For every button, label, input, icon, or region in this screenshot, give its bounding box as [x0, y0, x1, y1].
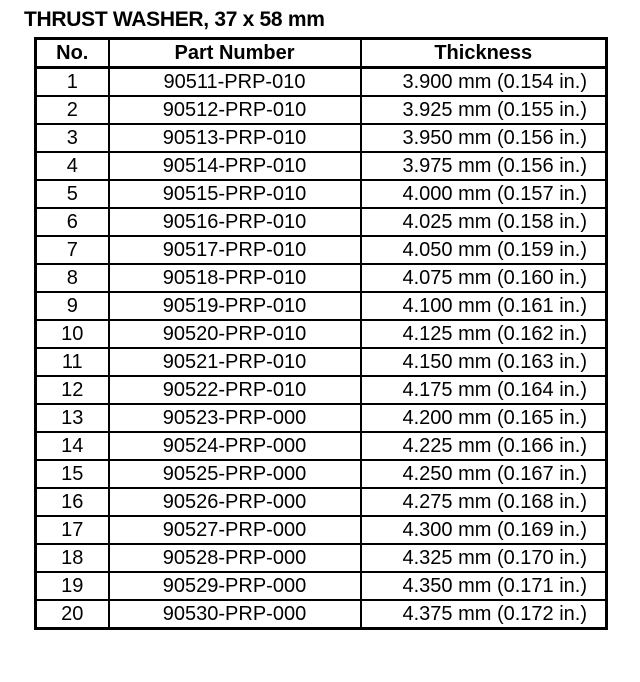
column-header-no: No. — [36, 39, 109, 68]
table-row — [36, 152, 607, 180]
thickness: 4.150 mm (0.163 in.) — [361, 348, 607, 376]
part-number: 90518-PRP-010 — [109, 264, 361, 292]
table-row — [36, 404, 607, 432]
row-number: 17 — [36, 516, 109, 544]
table-title: THRUST WASHER, 37 x 58 mm — [24, 8, 325, 31]
thickness: 4.300 mm (0.169 in.) — [361, 516, 607, 544]
row-number: 20 — [36, 600, 109, 629]
row-number: 1 — [36, 68, 109, 97]
table-row — [36, 180, 607, 208]
part-number: 90519-PRP-010 — [109, 292, 361, 320]
table-row — [36, 488, 607, 516]
table-row — [36, 236, 607, 264]
part-number: 90528-PRP-000 — [109, 544, 361, 572]
row-number: 6 — [36, 208, 109, 236]
row-number: 18 — [36, 544, 109, 572]
column-header-part-number: Part Number — [109, 39, 361, 68]
part-number: 90530-PRP-000 — [109, 600, 361, 629]
table-row — [36, 68, 607, 97]
part-number: 90521-PRP-010 — [109, 348, 361, 376]
row-number: 9 — [36, 292, 109, 320]
thickness: 4.275 mm (0.168 in.) — [361, 488, 607, 516]
thickness: 4.250 mm (0.167 in.) — [361, 460, 607, 488]
thickness: 3.975 mm (0.156 in.) — [361, 152, 607, 180]
thickness: 4.175 mm (0.164 in.) — [361, 376, 607, 404]
table-row — [36, 600, 607, 629]
part-number: 90520-PRP-010 — [109, 320, 361, 348]
table-row — [36, 320, 607, 348]
table-row — [36, 208, 607, 236]
row-number: 11 — [36, 348, 109, 376]
part-number: 90527-PRP-000 — [109, 516, 361, 544]
thrust-washer-table — [34, 37, 608, 630]
thickness: 4.050 mm (0.159 in.) — [361, 236, 607, 264]
row-number: 4 — [36, 152, 109, 180]
row-number: 10 — [36, 320, 109, 348]
table-row — [36, 124, 607, 152]
thickness: 4.025 mm (0.158 in.) — [361, 208, 607, 236]
part-number: 90523-PRP-000 — [109, 404, 361, 432]
part-number: 90511-PRP-010 — [109, 68, 361, 97]
part-number: 90525-PRP-000 — [109, 460, 361, 488]
table-row — [36, 292, 607, 320]
part-number: 90526-PRP-000 — [109, 488, 361, 516]
thickness: 3.925 mm (0.155 in.) — [361, 96, 607, 124]
table-row — [36, 376, 607, 404]
part-number: 90522-PRP-010 — [109, 376, 361, 404]
thickness: 4.200 mm (0.165 in.) — [361, 404, 607, 432]
part-number: 90515-PRP-010 — [109, 180, 361, 208]
table-row — [36, 544, 607, 572]
row-number: 19 — [36, 572, 109, 600]
part-number: 90512-PRP-010 — [109, 96, 361, 124]
thickness: 4.350 mm (0.171 in.) — [361, 572, 607, 600]
row-number: 5 — [36, 180, 109, 208]
part-number: 90517-PRP-010 — [109, 236, 361, 264]
row-number: 7 — [36, 236, 109, 264]
row-number: 13 — [36, 404, 109, 432]
table-row — [36, 572, 607, 600]
row-number: 2 — [36, 96, 109, 124]
part-number: 90516-PRP-010 — [109, 208, 361, 236]
row-number: 15 — [36, 460, 109, 488]
table-row — [36, 348, 607, 376]
table-row — [36, 516, 607, 544]
part-number: 90514-PRP-010 — [109, 152, 361, 180]
part-number: 90513-PRP-010 — [109, 124, 361, 152]
part-number: 90529-PRP-000 — [109, 572, 361, 600]
thickness: 4.100 mm (0.161 in.) — [361, 292, 607, 320]
table-row — [36, 460, 607, 488]
row-number: 14 — [36, 432, 109, 460]
thickness: 4.125 mm (0.162 in.) — [361, 320, 607, 348]
thickness: 4.075 mm (0.160 in.) — [361, 264, 607, 292]
table-row — [36, 96, 607, 124]
thickness: 4.325 mm (0.170 in.) — [361, 544, 607, 572]
table-row — [36, 264, 607, 292]
row-number: 8 — [36, 264, 109, 292]
row-number: 3 — [36, 124, 109, 152]
thickness: 3.900 mm (0.154 in.) — [361, 68, 607, 97]
thickness: 4.375 mm (0.172 in.) — [361, 600, 607, 629]
part-number: 90524-PRP-000 — [109, 432, 361, 460]
table-row — [36, 432, 607, 460]
column-header-thickness: Thickness — [361, 39, 607, 68]
row-number: 12 — [36, 376, 109, 404]
row-number: 16 — [36, 488, 109, 516]
thickness: 3.950 mm (0.156 in.) — [361, 124, 607, 152]
thickness: 4.000 mm (0.157 in.) — [361, 180, 607, 208]
header-row — [36, 39, 607, 68]
thickness: 4.225 mm (0.166 in.) — [361, 432, 607, 460]
